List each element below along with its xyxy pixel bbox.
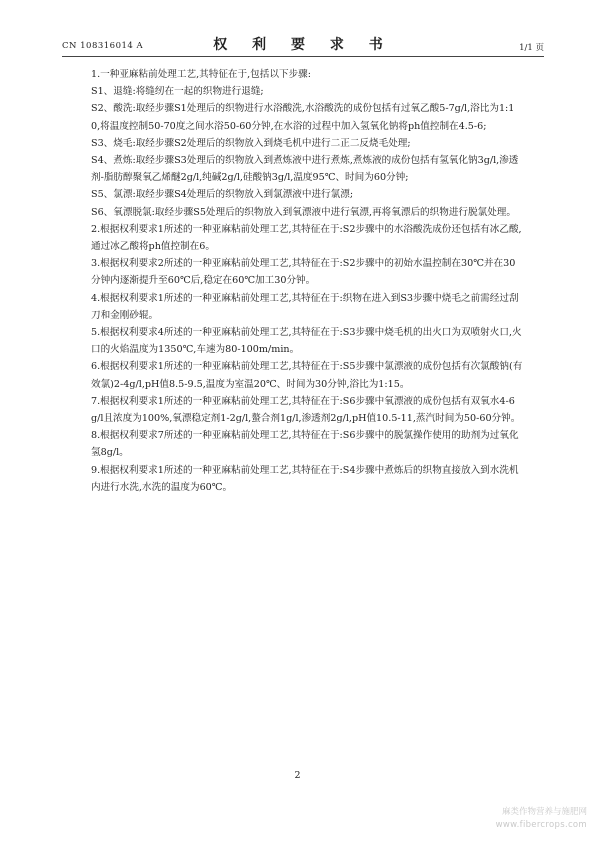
page-title: 权 利 要 求 书 — [213, 37, 393, 53]
patent-number: CN 108316014 A — [62, 41, 144, 51]
claim-7: 7.根据权利要求1所述的一种亚麻粘前处理工艺,其特征在于:S6步骤中氧漂液的成份包括有双氧水4-6g/l且浓度为100%,氧漂稳定剂1-2g/l,螯合剂1g/l,渗透剂2g/l,pH值10.5-11,蒸汽时间为50-60分钟。 — [91, 395, 521, 425]
claim-1-step-s6: S6、氧漂脱氯:取经步骤S5处理后的织物放入到氧漂液中进行氧漂,再将氧漂后的织物进行脱氯处理。 — [91, 206, 516, 218]
claims-body — [91, 66, 523, 496]
watermark-site-name: 麻类作物营养与施肥网 — [501, 807, 587, 817]
document-header — [62, 32, 544, 57]
claim-1 — [91, 66, 523, 221]
claim-1-intro: 1.一种亚麻粘前处理工艺,其特征在于,包括以下步骤: — [91, 69, 311, 80]
claim-2: 2.根据权利要求1所述的一种亚麻粘前处理工艺,其特征在于:S2步骤中的水浴酸洗成份还包括有冰乙酸,通过冰乙酸将ph值控制在6。 — [91, 223, 522, 253]
watermark-url: www.fibercrops.com — [495, 820, 587, 830]
site-watermark — [457, 806, 587, 832]
claim-1-step-s1: S1、退缝:将缝纫在一起的织物进行退缝; — [91, 86, 264, 98]
claim-1-step-s2: S2、酸洗:取经步骤S1处理后的织物进行水浴酸洗,水浴酸洗的成份包括有过氧乙酸5-7g/l,浴比为1:10,将温度控制50-70度之间水浴50-60分钟,在水浴的过程中加入氢氧化钠将ph值控制在4.5-6; — [91, 103, 515, 132]
claim-8: 8.根据权利要求7所述的一种亚麻粘前处理工艺,其特征在于:S6步骤中的脱氯操作使用的助剂为过氧化氢8g/l。 — [91, 430, 519, 459]
claim-1-step-s3: S3、烧毛:取经步骤S2处理后的织物放入到烧毛机中进行二正二反烧毛处理; — [91, 137, 411, 149]
claim-1-step-s5: S5、氯漂:取经步骤S4处理后的织物放入到氯漂液中进行氯漂; — [91, 189, 354, 201]
claim-9: 9.根据权利要求1所述的一种亚麻粘前处理工艺,其特征在于:S4步骤中煮炼后的织物直接放入到水洗机内进行水洗,水洗的温度为60℃。 — [91, 464, 519, 493]
claim-1-step-s4: S4、煮炼:取经步骤S3处理后的织物放入到煮炼液中进行煮炼,煮炼液的成份包括有氢氧化钠3g/l,渗透剂-脂肪醇聚氧乙烯醚2g/l,纯碱2g/l,硅酸钠3g/l,温度95℃、时间为60分钟; — [91, 155, 519, 184]
page-label: 1/1 页 — [519, 43, 544, 53]
page-number: 2 — [294, 770, 301, 781]
claim-6: 6.根据权利要求1所述的一种亚麻粘前处理工艺,其特征在于:S5步骤中氯漂液的成份包括有次氯酸钠(有效氯)2-4g/l,pH值8.5-9.5,温度为室温20℃、时间为30分钟,浴比为1:15。 — [91, 361, 523, 390]
claim-5: 5.根据权利要求4所述的一种亚麻粘前处理工艺,其特征在于:S3步骤中烧毛机的出火口为双喷射火口,火口的火焰温度为1350℃,车速为80-100m/min。 — [91, 327, 522, 356]
claim-3: 3.根据权利要求2所述的一种亚麻粘前处理工艺,其特征在于:S2步骤中的初始水温控制在30℃并在30分钟内逐渐提升至60℃后,稳定在60℃加工30分钟。 — [91, 258, 516, 287]
claim-4: 4.根据权利要求1所述的一种亚麻粘前处理工艺,其特征在于:织物在进入到S3步骤中烧毛之前需经过刮刀和金刚砂辊。 — [91, 292, 519, 321]
